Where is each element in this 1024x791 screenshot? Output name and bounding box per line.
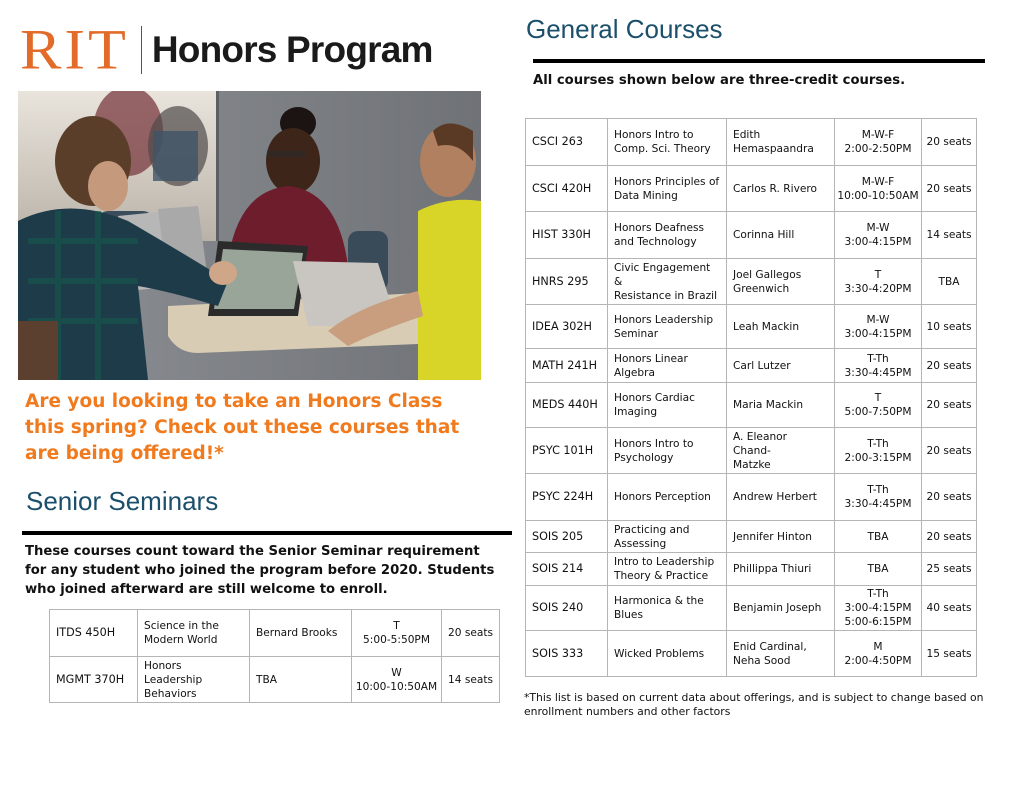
course-code: MGMT 370H [50,657,138,703]
course-time-line: 5:00-6:15PM [844,616,912,628]
course-seats: 20 seats [922,428,977,474]
course-time-line: M-W [866,313,890,326]
course-code: SOIS 214 [526,553,608,586]
course-row [50,610,500,657]
course-title-line: Practicing and [614,523,690,536]
course-title-line: Honors Intro to [614,129,694,141]
intro-callout: Are you looking to take an Honors Class this spring? Check out these courses that are being offered!* [25,391,460,464]
course-row [526,305,977,349]
course-time [835,383,922,428]
course-title [608,631,727,677]
course-time-line: 5:00-5:50PM [363,634,430,646]
course-code: SOIS 205 [526,521,608,553]
course-seats: 10 seats [922,305,977,349]
course-title-line: Assessing [614,537,667,550]
course-title [608,349,727,383]
course-title [608,474,727,521]
course-time-line: T-Th [867,484,889,496]
course-title [138,657,250,703]
course-time-line: 2:00-3:15PM [844,451,912,464]
course-instructor [727,166,835,212]
course-time [835,119,922,166]
course-instructor-line: Hemaspaandra [733,143,814,155]
course-row [526,521,977,553]
course-instructor [727,474,835,521]
course-title-line: Honors Linear [614,352,688,365]
course-time-line: 3:30-4:45PM [844,498,912,510]
senior-description: These courses count toward the Senior Seminar requirement for any student who joined the program before 2020. Students who joined afterward are still welcome to enroll. [25,544,495,597]
general-divider [533,59,985,63]
course-row [526,166,977,212]
course-title-line: Harmonica & the [614,595,704,607]
course-title-line: Honors Principles of [614,175,720,188]
course-title-line: Behaviors [144,687,197,700]
course-row [526,259,977,305]
course-title [138,610,250,657]
course-row [526,383,977,428]
course-code: SOIS 333 [526,631,608,677]
course-row [526,119,977,166]
course-seats: 14 seats [922,212,977,259]
course-title-line: and Technology [614,236,697,248]
course-time-line: 3:00-4:15PM [844,327,912,340]
rit-honors-logo [20,18,433,82]
course-title-line: Blues [614,609,643,621]
course-title-line: Science in the [144,620,219,632]
course-row [526,349,977,383]
course-code: PSYC 101H [526,428,608,474]
course-title [608,521,727,553]
course-time [835,586,922,631]
course-seats: 20 seats [922,119,977,166]
course-time-line: M-W [866,222,890,234]
students-photo [18,91,481,380]
program-name: Honors Program [151,29,433,70]
general-courses-table [525,118,977,677]
course-row [526,474,977,521]
course-time [835,428,922,474]
course-time-line: M [873,640,883,653]
course-title-line: Algebra [614,366,656,379]
course-instructor [727,119,835,166]
course-time-line: 10:00-10:50AM [837,189,919,202]
course-instructor [250,657,352,703]
senior-seminars-table [49,609,500,703]
course-instructor-line: Carlos R. Rivero [733,182,817,195]
senior-divider [22,531,512,535]
course-seats: 20 seats [922,349,977,383]
course-time-line: TBA [867,563,889,575]
course-instructor-line: Corinna Hill [733,229,795,241]
course-instructor-line: Carl Lutzer [733,359,791,372]
course-instructor [727,349,835,383]
course-instructor [727,383,835,428]
course-code: HIST 330H [526,212,608,259]
course-instructor-line: TBA [256,673,277,686]
course-time [835,631,922,677]
course-title-line: Theory & Practice [614,570,709,582]
course-time-line: 2:00-2:50PM [844,143,912,155]
course-time-line: M-W-F [861,175,895,188]
course-instructor [727,259,835,305]
senior-table-body [50,610,500,703]
course-time-line: T [874,392,882,404]
course-title-line: Honors Cardiac [614,392,695,404]
course-time [835,553,922,586]
course-instructor-line: Neha Sood [733,654,791,667]
course-title [608,586,727,631]
course-instructor-line: Phillippa Thiuri [733,563,812,575]
course-time-line: 2:00-4:50PM [844,654,912,667]
course-seats: 25 seats [922,553,977,586]
general-courses-heading: General Courses [526,14,723,44]
course-instructor-line: Andrew Herbert [733,491,817,503]
course-instructor-line: Matzke [733,458,771,471]
course-title-line: Intro to Leadership [614,556,715,568]
course-title [608,259,727,305]
course-time [352,610,442,657]
course-time-line: 3:00-4:15PM [844,602,912,614]
course-title-line: Honors Perception [614,491,711,503]
course-title [608,383,727,428]
course-seats: 20 seats [922,383,977,428]
course-title [608,305,727,349]
course-title-line: Wicked Problems [614,647,705,660]
course-title [608,119,727,166]
course-time [835,259,922,305]
course-instructor [727,428,835,474]
course-instructor [727,521,835,553]
course-seats: 20 seats [922,521,977,553]
course-title-line: Modern World [144,634,218,646]
footnote: *This list is based on current data about offerings, and is subject to change based on enrollment numbers and other factors [524,691,984,718]
course-time-line: T [393,620,400,632]
course-time [835,212,922,259]
course-title [608,212,727,259]
course-instructor-line: Leah Mackin [733,320,800,333]
course-title-line: Resistance in Brazil [614,289,718,302]
course-time-line: 3:00-4:15PM [844,236,912,248]
course-instructor-line: Joel Gallegos [733,268,802,281]
course-time-line: T [874,268,882,281]
course-time [835,305,922,349]
course-time-line: M-W-F [861,129,895,141]
course-instructor-line: Maria Mackin [733,399,804,411]
course-instructor [727,212,835,259]
course-title-line: Honors Leadership [144,659,203,686]
course-instructor [727,586,835,631]
course-row [526,586,977,631]
course-row [50,657,500,703]
course-code: MATH 241H [526,349,608,383]
course-title-line: Imaging [614,406,658,418]
course-instructor-line: Benjamin Joseph [733,602,822,614]
course-row [526,428,977,474]
course-instructor-line: Bernard Brooks [256,627,338,639]
course-seats: 20 seats [442,610,500,657]
course-title-line: Psychology [614,451,674,464]
course-seats: 15 seats [922,631,977,677]
course-code: MEDS 440H [526,383,608,428]
course-time [835,474,922,521]
course-code: CSCI 420H [526,166,608,212]
course-time [835,521,922,553]
course-instructor [250,610,352,657]
course-instructor-line: Enid Cardinal, [733,640,807,653]
course-time [352,657,442,703]
course-code: ITDS 450H [50,610,138,657]
course-title-line: Civic Engagement & [614,261,711,288]
course-time-line: 10:00-10:50AM [355,680,438,693]
course-title [608,553,727,586]
logo-divider [141,26,142,74]
course-time-line: 3:30-4:20PM [844,282,912,295]
course-time-line: TBA [867,530,889,543]
course-seats: 40 seats [922,586,977,631]
course-code: HNRS 295 [526,259,608,305]
course-time [835,349,922,383]
general-description: All courses shown below are three-credit courses. [533,73,906,88]
course-instructor [727,553,835,586]
course-time-line: T-Th [867,437,889,450]
course-time-line: 5:00-7:50PM [844,406,912,418]
course-row [526,553,977,586]
course-title-line: Seminar [614,327,659,340]
course-row [526,212,977,259]
senior-seminars-heading: Senior Seminars [26,486,219,516]
rit-logo-mark: RIT [20,18,129,82]
course-time-line: T-Th [867,352,889,365]
general-table-body [526,119,977,677]
course-seats: TBA [922,259,977,305]
course-instructor [727,631,835,677]
course-instructor-line: Jennifer Hinton [733,530,812,543]
course-time-line: T-Th [867,588,889,600]
course-row [526,631,977,677]
course-seats: 14 seats [442,657,500,703]
students-at-table-photo-icon [18,91,481,380]
course-instructor-line: Greenwich [733,282,790,295]
course-title-line: Honors Leadership [614,313,714,326]
course-title-line: Data Mining [614,189,678,202]
course-instructor-line: Edith [733,129,761,141]
course-instructor-line: A. Eleanor Chand- [733,430,787,457]
course-code: CSCI 263 [526,119,608,166]
course-seats: 20 seats [922,166,977,212]
course-seats: 20 seats [922,474,977,521]
course-code: PSYC 224H [526,474,608,521]
course-title-line: Honors Intro to [614,437,694,450]
course-instructor [727,305,835,349]
course-code: IDEA 302H [526,305,608,349]
course-time-line: W [391,666,402,679]
course-time-line: 3:30-4:45PM [844,366,912,379]
course-title [608,166,727,212]
course-title-line: Honors Deafness [614,222,705,234]
course-title-line: Comp. Sci. Theory [614,143,711,155]
course-code: SOIS 240 [526,586,608,631]
course-title [608,428,727,474]
course-time [835,166,922,212]
